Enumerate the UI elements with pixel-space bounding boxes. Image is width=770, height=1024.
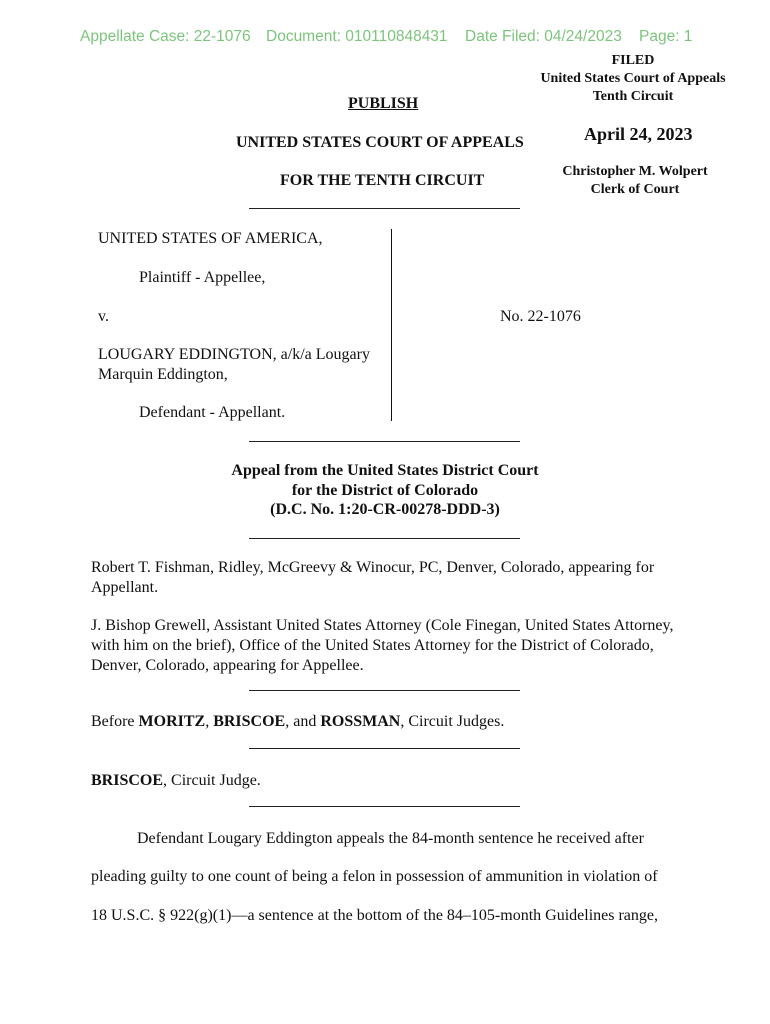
filed-label: FILED xyxy=(611,53,655,68)
divider xyxy=(249,538,520,539)
divider xyxy=(249,441,520,442)
plaintiff-name: UNITED STATES OF AMERICA, xyxy=(98,230,323,247)
opinion-line1: Defendant Lougary Eddington appeals the 84-month sentence he received after xyxy=(137,830,644,847)
divider xyxy=(249,806,520,807)
court-title: UNITED STATES COURT OF APPEALS xyxy=(236,134,524,151)
publish-heading: PUBLISH xyxy=(348,95,419,112)
case-number: No. 22-1076 xyxy=(500,308,581,325)
panel-before: Before xyxy=(91,713,139,730)
judge-rossman: ROSSMAN xyxy=(320,713,401,730)
filed-date: April 24, 2023 xyxy=(584,124,693,144)
appeal-line3: (D.C. No. 1:20-CR-00278-DDD-3) xyxy=(270,501,500,518)
defendant-name-line2: Marquin Eddington, xyxy=(98,366,228,383)
divider xyxy=(249,748,520,749)
appeal-line2: for the District of Colorado xyxy=(291,482,479,499)
panel-line xyxy=(91,713,504,731)
divider xyxy=(249,690,520,691)
judge-briscoe: BRISCOE xyxy=(213,713,286,730)
stamp-circuit: Tenth Circuit xyxy=(592,89,674,104)
filed-stamp xyxy=(528,52,738,106)
defendant-name-line1: LOUGARY EDDINGTON, a/k/a Lougary xyxy=(98,346,370,363)
counsel-appellant: Robert T. Fishman, Ridley, McGreevy & Winocur, PC, Denver, Colorado, appearing for Appellant. xyxy=(91,559,655,596)
date-filed-header: Date Filed: 04/24/2023 xyxy=(465,28,622,45)
clerk-name: Christopher M. Wolpert xyxy=(562,164,708,179)
opinion-line3: 18 U.S.C. § 922(g)(1)—a sentence at the bottom of the 84–105-month Guidelines range, xyxy=(91,907,658,924)
panel-separator: , and xyxy=(285,713,321,730)
opinion-line2: pleading guilty to one count of being a felon in possession of ammunition in violation of xyxy=(91,868,658,885)
author-name: BRISCOE xyxy=(91,772,164,789)
panel-suffix: , Circuit Judges. xyxy=(400,713,505,730)
counsel-appellee: J. Bishop Grewell, Assistant United States Attorney (Cole Finegan, United States Attorney, with him on the brief), Office of the United States Attorney for the District of Colorado, Denver, Colorado, appearing for Appellee. xyxy=(91,617,674,674)
circuit-title: FOR THE TENTH CIRCUIT xyxy=(280,172,485,189)
opinion-author xyxy=(91,772,261,790)
caption-divider xyxy=(391,229,392,421)
clerk-title: Clerk of Court xyxy=(590,182,680,197)
document-number-header: Document: 010110848431 xyxy=(266,28,448,45)
defendant-role: Defendant - Appellant. xyxy=(139,404,286,421)
versus: v. xyxy=(98,308,109,325)
clerk-block xyxy=(550,163,720,199)
page-number-header: Page: 1 xyxy=(639,28,693,45)
judge-moritz: MORITZ xyxy=(138,713,206,730)
stamp-court: United States Court of Appeals xyxy=(540,71,726,86)
case-number-header: Appellate Case: 22-1076 xyxy=(80,28,251,45)
panel-separator: , xyxy=(205,713,214,730)
divider xyxy=(249,208,520,209)
plaintiff-role: Plaintiff - Appellee, xyxy=(139,269,266,286)
appeal-line1: Appeal from the United States District Court xyxy=(231,462,539,479)
author-suffix: , Circuit Judge. xyxy=(163,772,261,789)
